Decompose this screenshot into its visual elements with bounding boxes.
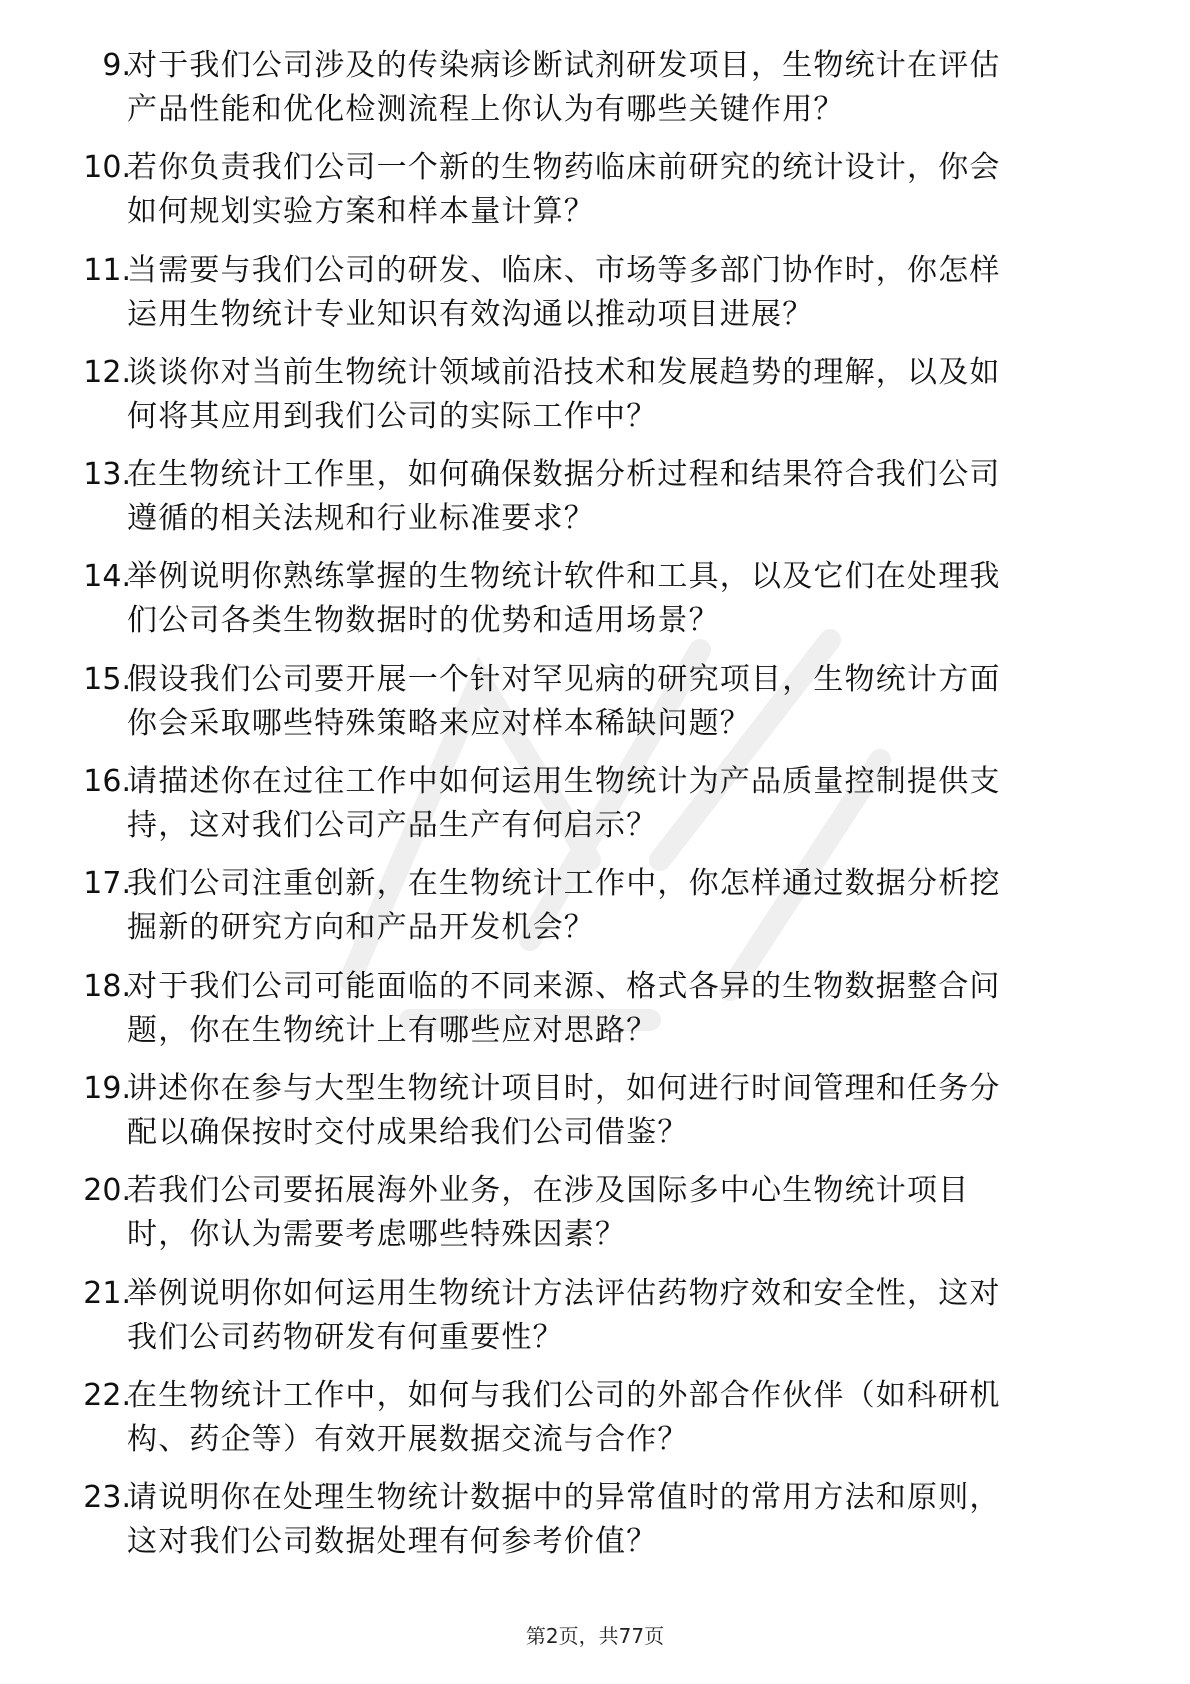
question-text: 请描述你在过往工作中如何运用生物统计为产品质量控制提供支 持，这对我们公司产品生产有何启示？ <box>127 764 1001 844</box>
question-number: 15. <box>83 661 131 697</box>
question-text: 在生物统计工作中，如何与我们公司的外部合作伙伴（如科研机 构、药企等）有效开展数据交流与合作？ <box>127 1377 1001 1457</box>
question-number: 14. <box>83 559 131 595</box>
question-number: 12. <box>83 354 131 390</box>
question-number: 21. <box>83 1275 131 1311</box>
question-list <box>0 44 1190 1578</box>
list-item <box>0 760 1190 862</box>
question-number: 9. <box>102 48 131 83</box>
question-text: 在生物统计工作里，如何确保数据分析过程和结果符合我们公司 遵循的相关法规和行业标准要求？ <box>127 457 1001 537</box>
list-item <box>0 453 1190 555</box>
list-item <box>0 1067 1190 1169</box>
list-item <box>0 555 1190 657</box>
question-text: 举例说明你熟练掌握的生物统计软件和工具，以及它们在处理我 们公司各类生物数据时的优势和适用场景？ <box>127 559 1001 639</box>
question-text: 举例说明你如何运用生物统计方法评估药物疗效和安全性，这对 我们公司药物研发有何重要性？ <box>127 1275 1001 1355</box>
question-text: 假设我们公司要开展一个针对罕见病的研究项目，生物统计方面 你会采取哪些特殊策略来应对样本稀缺问题？ <box>127 661 1001 741</box>
question-text: 谈谈你对当前生物统计领域前沿技术和发展趋势的理解，以及如 何将其应用到我们公司的实际工作中？ <box>127 354 1001 434</box>
question-text: 若你负责我们公司一个新的生物药临床前研究的统计设计，你会 如何规划实验方案和样本量计算？ <box>127 150 1001 230</box>
page-number: 第2页，共77页 <box>525 1624 665 1648</box>
list-item <box>0 44 1190 146</box>
question-number: 16. <box>83 764 131 800</box>
question-number: 11. <box>83 252 131 288</box>
list-item <box>0 249 1190 351</box>
question-number: 22. <box>83 1377 131 1413</box>
question-number: 19. <box>83 1070 131 1106</box>
list-item <box>0 1169 1190 1271</box>
question-number: 18. <box>83 968 131 1004</box>
question-number: 10. <box>83 150 131 186</box>
list-item <box>0 862 1190 964</box>
question-text: 请说明你在处理生物统计数据中的异常值时的常用方法和原则， 这对我们公司数据处理有何参考价值？ <box>127 1480 1001 1560</box>
list-item <box>0 1476 1190 1578</box>
list-item <box>0 1374 1190 1476</box>
list-item <box>0 965 1190 1067</box>
question-text: 若我们公司要拓展海外业务，在涉及国际多中心生物统计项目 时，你认为需要考虑哪些特殊因素？ <box>127 1173 970 1253</box>
list-item <box>0 146 1190 248</box>
question-number: 20. <box>83 1173 131 1209</box>
list-item <box>0 658 1190 760</box>
question-text: 对于我们公司可能面临的不同来源、格式各异的生物数据整合问 题，你在生物统计上有哪些应对思路？ <box>127 968 1001 1048</box>
list-item <box>0 1272 1190 1374</box>
question-text: 我们公司注重创新，在生物统计工作中，你怎样通过数据分析挖 掘新的研究方向和产品开发机会？ <box>127 866 1001 946</box>
question-number: 17. <box>83 866 131 902</box>
question-number: 23. <box>83 1480 131 1516</box>
list-item <box>0 351 1190 453</box>
question-text: 当需要与我们公司的研发、临床、市场等多部门协作时，你怎样 运用生物统计专业知识有效沟通以推动项目进展？ <box>127 252 1001 332</box>
question-text: 对于我们公司涉及的传染病诊断试剂研发项目，生物统计在评估 产品性能和优化检测流程上你认为有哪些关键作用？ <box>127 48 1001 127</box>
question-text: 讲述你在参与大型生物统计项目时，如何进行时间管理和任务分 配以确保按时交付成果给我们公司借鉴？ <box>127 1070 1001 1150</box>
question-number: 13. <box>83 457 131 493</box>
